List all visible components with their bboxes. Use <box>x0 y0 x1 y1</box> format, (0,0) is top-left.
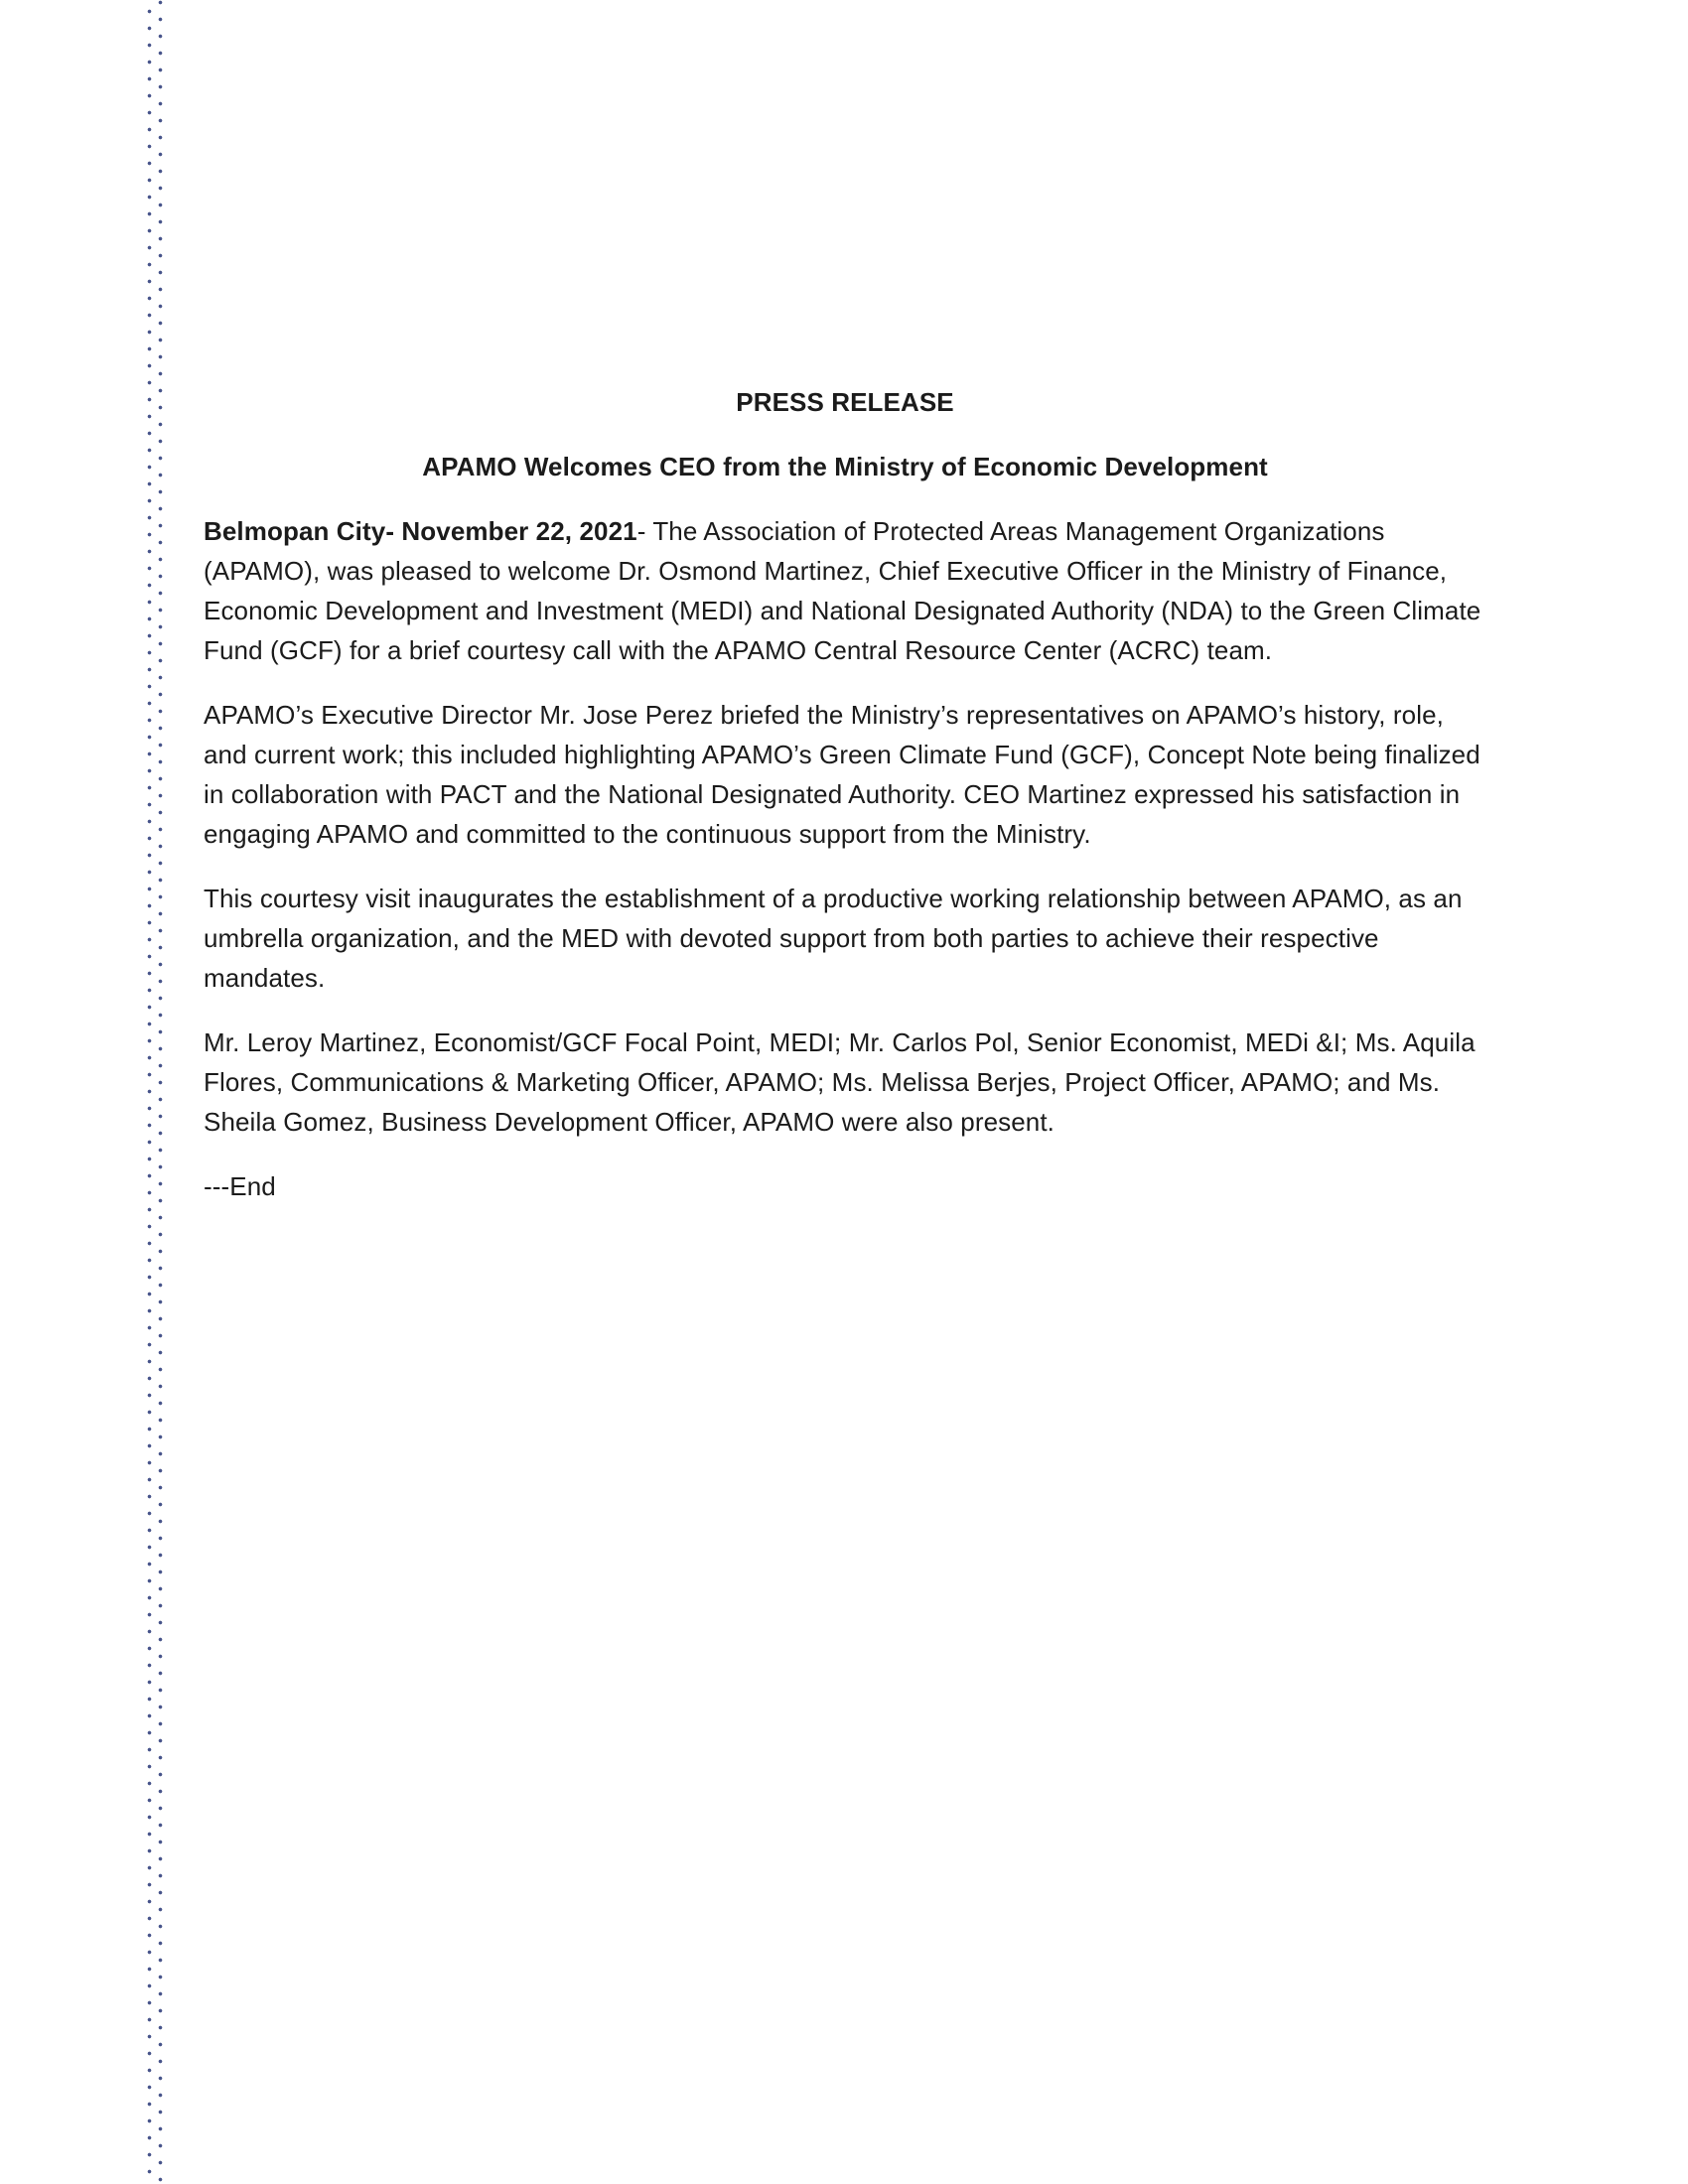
perforated-edge <box>144 0 168 2184</box>
end-marker: ---End <box>204 1171 276 1201</box>
document-content <box>204 382 1486 1231</box>
paragraph-2: APAMO’s Executive Director Mr. Jose Perez briefed the Ministry’s representatives on APAMO’s history, role, and current work; this included highlighting APAMO’s Green Climate Fund (GCF), Concept Note being finalized in collaboration with PACT and the National Designated Authority. CEO Martinez expressed his satisfaction in engaging APAMO and committed to the continuous support from the Ministry. <box>204 700 1480 849</box>
paragraph-1-text: - The Association of Protected Areas Management Organizations (APAMO), was pleased to welcome Dr. Osmond Martinez, Chief Executive Officer in the Ministry of Finance, Economic Development and Investment (MEDI) and National Designated Authority (NDA) to the Green Climate Fund (GCF) for a brief courtesy call with the APAMO Central Resource Center (ACRC) team. <box>204 516 1481 665</box>
perforation-dots-left <box>147 0 152 2184</box>
paragraph-4: Mr. Leroy Martinez, Economist/GCF Focal Point, MEDI; Mr. Carlos Pol, Senior Economist, MEDi &I; Ms. Aquila Flores, Communications & Marketing Officer, APAMO; Ms. Melissa Berjes, Project Officer, APAMO; and Ms. Sheila Gomez, Business Development Officer, APAMO were also present. <box>204 1027 1476 1137</box>
paragraph-3: This courtesy visit inaugurates the establishment of a productive working relationship between APAMO, as an umbrella organization, and the MED with devoted support from both parties to achieve their respective mandates. <box>204 884 1463 993</box>
dateline-bold-text: Belmopan City- November 22, 2021 <box>204 516 637 546</box>
paragraph-dateline <box>204 511 1486 670</box>
perforation-dots-right <box>158 0 163 2184</box>
document-headline: APAMO Welcomes CEO from the Ministry of Economic Development <box>422 452 1268 481</box>
press-release-title: PRESS RELEASE <box>736 387 954 417</box>
